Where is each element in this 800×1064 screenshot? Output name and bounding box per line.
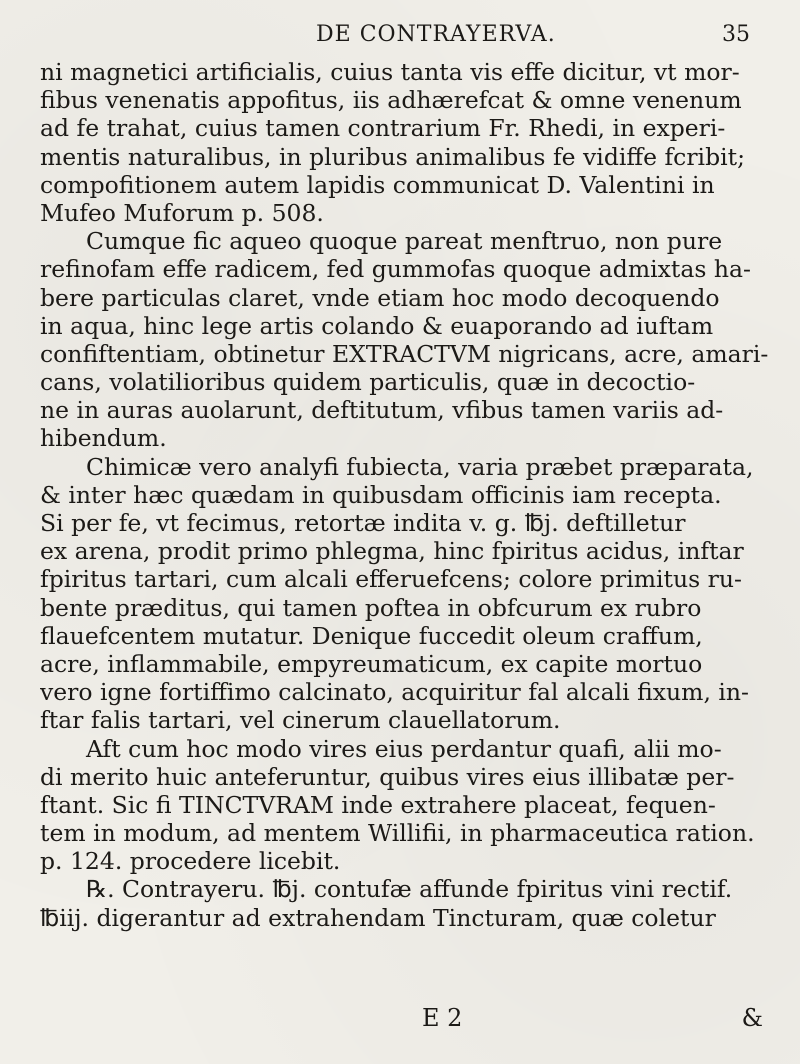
text-line: ex arena, prodit primo phlegma, hinc fpiritus acidus, inftar [40, 537, 744, 566]
body-text [40, 58, 775, 932]
catchword: & [741, 1004, 763, 1032]
text-line: compofitionem autem lapidis communicat D. Valentini in [40, 170, 715, 199]
text-line: vero igne fortiffimo calcinato, acquiritur fal alcali fixum, in- [40, 678, 749, 707]
signature-mark: E 2 [422, 1004, 463, 1032]
page-footer [40, 1003, 775, 1033]
text-line: tem in modum, ad mentem Willifii, in pharmaceutica ration. [40, 819, 755, 848]
text-line: bente præditus, qui tamen poftea in obfcurum ex rubro [40, 593, 702, 622]
running-title: DE CONTRAYERVA. [316, 22, 556, 47]
text-line: refinofam effe radicem, fed gummofas quoque admixtas ha- [40, 255, 751, 284]
text-line: hibendum. [40, 424, 167, 453]
text-line: acre, inflammabile, empyreumaticum, ex capite mortuo [40, 649, 703, 678]
text-line: ftar falis tartari, vel cinerum clauellatorum. [40, 706, 561, 735]
text-line: Cumque fic aqueo quoque pareat menftruo, non pure [86, 227, 723, 256]
text-line: fpiritus tartari, cum alcali efferuefcens; colore primitus ru- [40, 565, 742, 594]
text-line: ftant. Sic fi TINCTVRAM inde extrahere placeat, fequen- [40, 790, 716, 819]
page-number: 35 [722, 22, 750, 47]
text-line: flauefcentem mutatur. Denique fuccedit oleum craffum, [40, 621, 703, 650]
text-line: bere particulas claret, vnde etiam hoc modo decoquendo [40, 283, 720, 312]
text-line: di merito huic anteferuntur, quibus vires eius illibatæ per- [40, 762, 735, 791]
text-line: ℔iij. digerantur ad extrahendam Tincturam, quæ coletur [40, 903, 716, 932]
text-line: confiftentiam, obtinetur EXTRACTVM nigricans, acre, amari- [40, 339, 769, 368]
text-line: fibus venenatis appofitus, iis adhærefcat & omne venenum [40, 86, 742, 115]
text-line: mentis naturalibus, in pluribus animalibus fe vidiffe fcribit; [40, 142, 745, 171]
text-line: & inter hæc quædam in quibusdam officinis iam recepta. [40, 480, 722, 509]
text-line: ℞. Contrayeru. ℔j. contufæ affunde fpiritus vini rectif. [86, 875, 733, 904]
running-head [60, 14, 760, 54]
text-line: Si per fe, vt fecimus, retortæ indita v. g. ℔j. deftilletur [40, 509, 686, 537]
text-line: ad fe trahat, cuius tamen contrarium Fr. Rhedi, in experi- [40, 114, 726, 143]
text-line: Mufeo Muforum p. 508. [40, 198, 324, 227]
text-line: cans, volatilioribus quidem particulis, quæ in decoctio- [40, 368, 696, 397]
text-line: p. 124. procedere licebit. [40, 847, 341, 876]
text-line: Chimicæ vero analyfi fubiecta, varia præbet præparata, [86, 452, 754, 481]
text-line: Aft cum hoc modo vires eius perdantur quafi, alii mo- [86, 734, 722, 763]
text-line: in aqua, hinc lege artis colando & euaporando ad iuftam [40, 311, 714, 340]
text-line: ne in auras auolarunt, deftitutum, vfibus tamen variis ad- [40, 396, 724, 425]
text-line: ni magnetici artificialis, cuius tanta vis effe dicitur, vt mor- [40, 58, 740, 86]
